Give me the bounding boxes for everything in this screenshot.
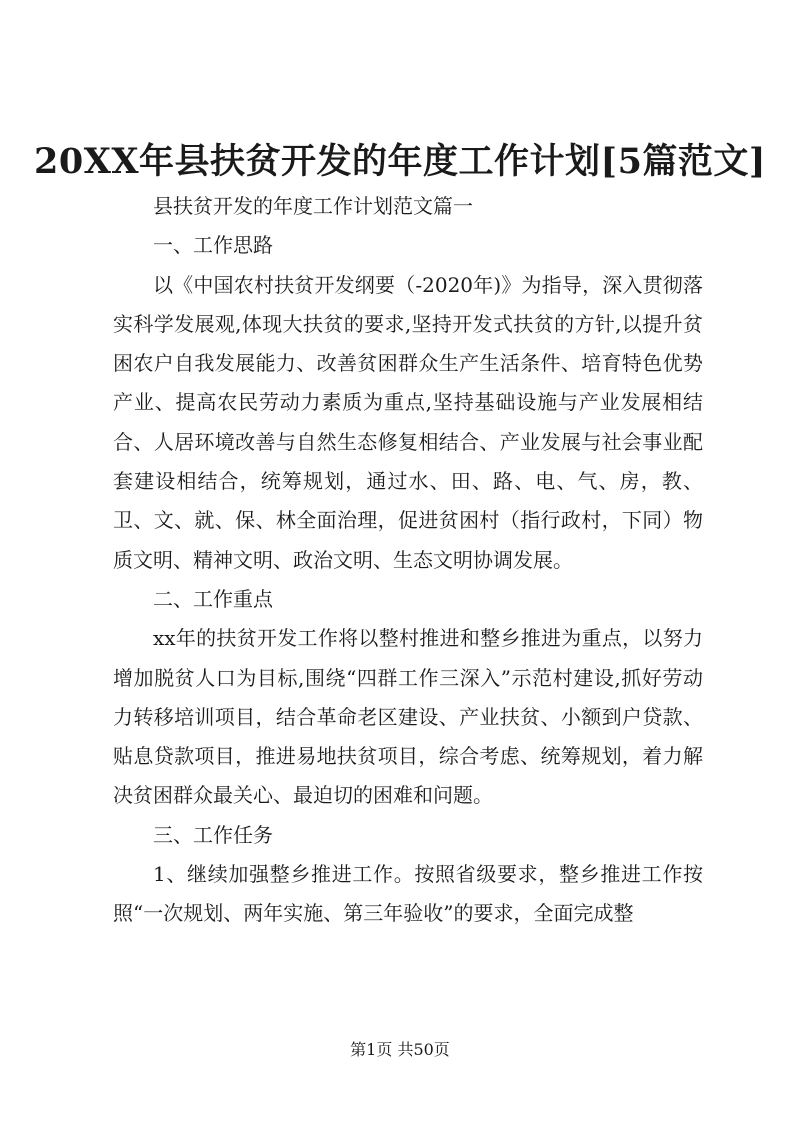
heading-work-approach: 一、工作思路 [153, 233, 273, 258]
page-footer: 第1页 共50页 [350, 1040, 450, 1059]
document-body [113, 187, 703, 934]
paragraph-work-focus: xx年的扶贫开发工作将以整村推进和整乡推进为重点，以努力增加脱贫人口为目标,围绕“四群工作三深入”示范村建设,抓好劳动力转移培训项目，结合革命老区建设、产业扶贫、小额到户贷款、贴息贷款项目，推进易地扶贫项目，综合考虑、统筹规划，着力解决贫困群众最关心、最迫切的困难和问题。 [113, 626, 703, 808]
heading-work-focus: 二、工作重点 [153, 586, 273, 611]
paragraph-work-tasks: 1、继续加强整乡推进工作。按照省级要求，整乡推进工作按照“一次规划、两年实施、第三年验收”的要求，全面完成整 [113, 862, 703, 926]
document-title: 20XX年县扶贫开发的年度工作计划[5篇范文] [34, 141, 766, 182]
heading-work-tasks: 三、工作任务 [153, 822, 273, 847]
section-subtitle: 县扶贫开发的年度工作计划范文篇一 [153, 194, 473, 218]
paragraph-work-approach: 以《中国农村扶贫开发纲要（-2020年)》为指导，深入贯彻落实科学发展观,体现大扶贫的要求,坚持开发式扶贫的方针,以提升贫困农户自我发展能力、改善贫困群众生产生活条件、培育特色优势产业、提高农民劳动力素质为重点,坚持基础设施与产业发展相结合、人居环境改善与自然生态修复相结合、产业发展与社会事业配套建设相结合，统筹规划，通过水、田、路、电、气、房，教、卫、文、就、保、林全面治理，促进贫困村（指行政村，下同）物质文明、精神文明、政治文明、生态文明协调发展。 [113, 272, 703, 572]
